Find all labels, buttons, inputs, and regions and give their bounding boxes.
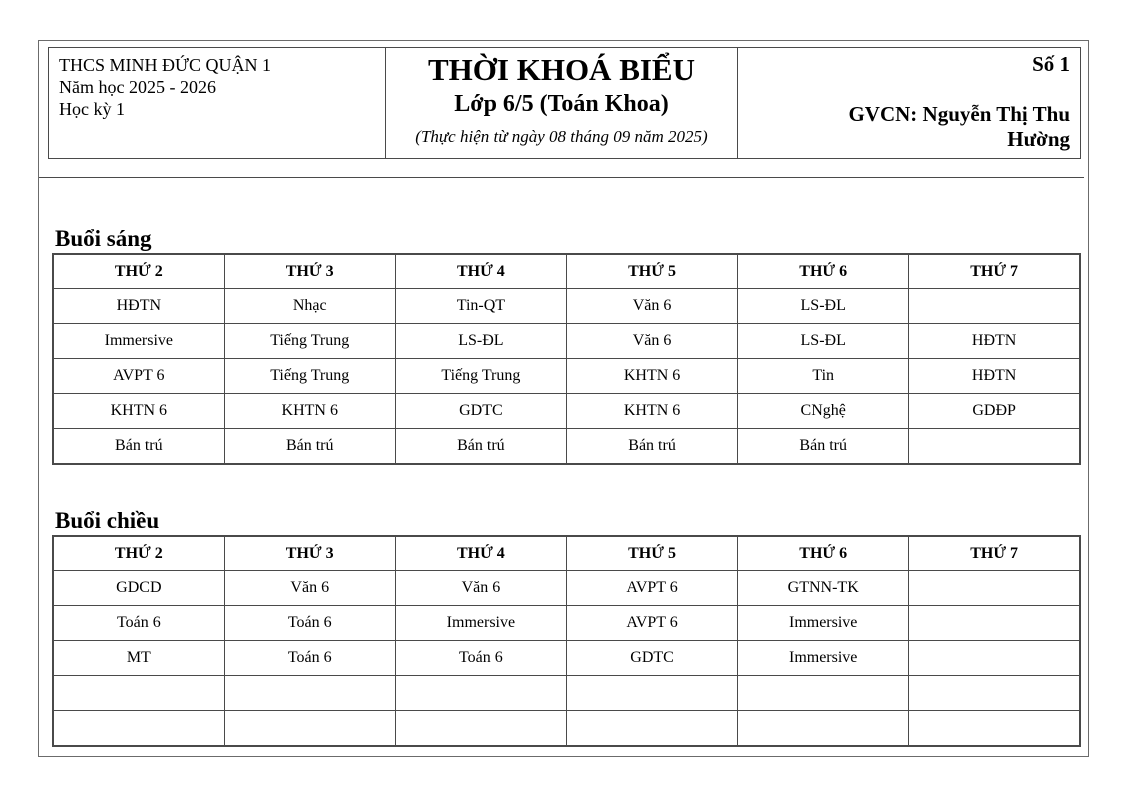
- day-header: THỨ 5: [566, 536, 737, 571]
- timetable-cell: [909, 711, 1080, 747]
- teacher-info-cell: [738, 48, 1080, 158]
- header-divider: [39, 177, 1084, 178]
- day-header: THỨ 4: [395, 536, 566, 571]
- timetable-cell: Văn 6: [395, 571, 566, 606]
- timetable-cell: Bán trú: [53, 429, 224, 465]
- timetable-cell: Bán trú: [566, 429, 737, 465]
- timetable-cell: Toán 6: [224, 641, 395, 676]
- timetable-cell: GDTC: [566, 641, 737, 676]
- timetable-cell: Bán trú: [224, 429, 395, 465]
- day-header: THỨ 3: [224, 254, 395, 289]
- timetable-row: [53, 571, 1080, 606]
- timetable-cell: LS-ĐL: [738, 289, 909, 324]
- timetable-cell: LS-ĐL: [395, 324, 566, 359]
- timetable-row: [53, 289, 1080, 324]
- effective-date: (Thực hiện từ ngày 08 tháng 09 năm 2025): [415, 127, 708, 146]
- timetable-cell: GDTC: [395, 394, 566, 429]
- day-header: THỨ 7: [909, 536, 1080, 571]
- schedule-number: Số 1: [1032, 52, 1070, 76]
- day-header: THỨ 6: [738, 536, 909, 571]
- timetable-row: [53, 359, 1080, 394]
- timetable-cell: [909, 641, 1080, 676]
- morning-section-heading: Buổi sáng: [55, 226, 152, 251]
- timetable-cell: [566, 711, 737, 747]
- timetable-cell: Bán trú: [738, 429, 909, 465]
- timetable-cell: [224, 711, 395, 747]
- timetable-row: [53, 711, 1080, 747]
- timetable-cell: Tiếng Trung: [224, 359, 395, 394]
- timetable-cell: [395, 676, 566, 711]
- timetable-cell: Văn 6: [566, 289, 737, 324]
- day-header: THỨ 7: [909, 254, 1080, 289]
- day-header: THỨ 3: [224, 536, 395, 571]
- afternoon-timetable: [52, 535, 1081, 747]
- timetable-cell: Immersive: [738, 641, 909, 676]
- morning-timetable: [52, 253, 1081, 465]
- timetable-cell: [909, 289, 1080, 324]
- timetable-cell: LS-ĐL: [738, 324, 909, 359]
- day-header-row: [53, 536, 1080, 571]
- timetable-cell: [395, 711, 566, 747]
- timetable-cell: AVPT 6: [566, 606, 737, 641]
- timetable-row: [53, 676, 1080, 711]
- timetable-cell: Văn 6: [224, 571, 395, 606]
- timetable-row: [53, 606, 1080, 641]
- timetable-cell: HĐTN: [53, 289, 224, 324]
- timetable-row: [53, 641, 1080, 676]
- day-header: THỨ 6: [738, 254, 909, 289]
- afternoon-section-heading: Buổi chiều: [55, 508, 160, 533]
- timetable-cell: GDCD: [53, 571, 224, 606]
- timetable-cell: KHTN 6: [53, 394, 224, 429]
- timetable-cell: [738, 711, 909, 747]
- timetable-cell: Toán 6: [224, 606, 395, 641]
- timetable-cell: KHTN 6: [224, 394, 395, 429]
- timetable-cell: HĐTN: [909, 359, 1080, 394]
- timetable-cell: Tiếng Trung: [224, 324, 395, 359]
- day-header: THỨ 2: [53, 536, 224, 571]
- timetable-cell: [909, 606, 1080, 641]
- timetable-cell: GDĐP: [909, 394, 1080, 429]
- timetable-cell: KHTN 6: [566, 394, 737, 429]
- timetable-cell: [53, 711, 224, 747]
- day-header-row: [53, 254, 1080, 289]
- timetable-cell: HĐTN: [909, 324, 1080, 359]
- school-info-cell: [49, 48, 386, 158]
- timetable-row: [53, 429, 1080, 465]
- document-title: THỜI KHOÁ BIỂU: [428, 52, 695, 87]
- timetable-cell: Immersive: [53, 324, 224, 359]
- homeroom-teacher: GVCN: Nguyễn Thị Thu Hường: [848, 102, 1070, 151]
- timetable-cell: Toán 6: [395, 641, 566, 676]
- timetable-cell: Văn 6: [566, 324, 737, 359]
- timetable-cell: Tin-QT: [395, 289, 566, 324]
- day-header: THỨ 4: [395, 254, 566, 289]
- timetable-cell: Bán trú: [395, 429, 566, 465]
- timetable-cell: [909, 676, 1080, 711]
- timetable-cell: MT: [53, 641, 224, 676]
- timetable-cell: Tin: [738, 359, 909, 394]
- timetable-cell: [909, 429, 1080, 465]
- timetable-cell: Nhạc: [224, 289, 395, 324]
- school-year: Năm học 2025 - 2026: [59, 77, 216, 97]
- semester: Học kỳ 1: [59, 99, 125, 119]
- title-cell: [386, 48, 738, 158]
- timetable-cell: GTNN-TK: [738, 571, 909, 606]
- timetable-row: [53, 324, 1080, 359]
- timetable-cell: [738, 676, 909, 711]
- timetable-cell: Toán 6: [53, 606, 224, 641]
- timetable-row: [53, 394, 1080, 429]
- day-header: THỨ 2: [53, 254, 224, 289]
- timetable-cell: Immersive: [738, 606, 909, 641]
- timetable-cell: Tiếng Trung: [395, 359, 566, 394]
- class-name: Lớp 6/5 (Toán Khoa): [454, 91, 669, 117]
- timetable-cell: [53, 676, 224, 711]
- school-name: THCS MINH ĐỨC QUẬN 1: [59, 55, 271, 75]
- timetable-cell: KHTN 6: [566, 359, 737, 394]
- timetable-cell: [224, 676, 395, 711]
- day-header: THỨ 5: [566, 254, 737, 289]
- timetable-cell: [909, 571, 1080, 606]
- timetable-cell: [566, 676, 737, 711]
- document-header: [48, 47, 1081, 159]
- timetable-cell: CNghệ: [738, 394, 909, 429]
- timetable-cell: AVPT 6: [53, 359, 224, 394]
- page-frame: [38, 40, 1089, 757]
- timetable-cell: AVPT 6: [566, 571, 737, 606]
- timetable-cell: Immersive: [395, 606, 566, 641]
